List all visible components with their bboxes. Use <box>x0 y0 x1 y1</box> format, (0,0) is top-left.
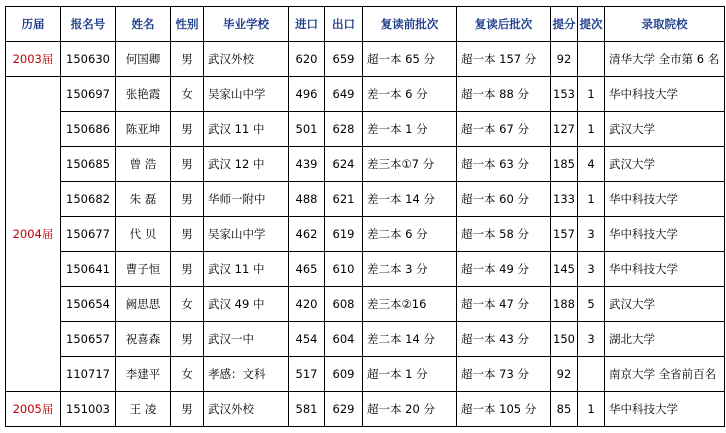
exit-score-cell: 624 <box>325 147 363 182</box>
table-row <box>6 392 725 427</box>
reg-no-cell: 150630 <box>61 42 116 77</box>
tier-up-cell: 1 <box>578 112 605 147</box>
name-cell: 何国卿 <box>116 42 171 77</box>
gain-cell: 188 <box>551 287 578 322</box>
college-cell: 华中科技大学 <box>605 392 725 427</box>
after-cell: 超一本 105 分 <box>457 392 551 427</box>
exit-score-cell: 610 <box>325 252 363 287</box>
exit-score-cell: 621 <box>325 182 363 217</box>
sex-cell: 男 <box>171 392 204 427</box>
entry-score-cell: 420 <box>289 287 325 322</box>
tier-up-cell: 1 <box>578 182 605 217</box>
exit-score-cell: 604 <box>325 322 363 357</box>
exit-score-cell: 609 <box>325 357 363 392</box>
school-cell: 吴家山中学 <box>204 217 289 252</box>
tier-up-cell: 3 <box>578 322 605 357</box>
exit-score-cell: 628 <box>325 112 363 147</box>
college-cell: 华中科技大学 <box>605 77 725 112</box>
reg-no-cell: 150686 <box>61 112 116 147</box>
school-cell: 武汉 49 中 <box>204 287 289 322</box>
before-cell: 差一本 6 分 <box>363 77 457 112</box>
after-cell: 超一本 88 分 <box>457 77 551 112</box>
reg-no-cell: 150682 <box>61 182 116 217</box>
name-cell: 代 贝 <box>116 217 171 252</box>
college-cell: 武汉大学 <box>605 147 725 182</box>
gain-cell: 127 <box>551 112 578 147</box>
before-cell: 差三本②16 <box>363 287 457 322</box>
college-cell: 武汉大学 <box>605 112 725 147</box>
table-row <box>6 147 725 182</box>
header-gain: 提分 <box>551 7 578 42</box>
table-body <box>6 42 725 427</box>
year-cell: 2005届 <box>6 392 61 427</box>
reg-no-cell: 150657 <box>61 322 116 357</box>
after-cell: 超一本 49 分 <box>457 252 551 287</box>
table-row <box>6 77 725 112</box>
college-cell: 南京大学 全省前百名 <box>605 357 725 392</box>
sex-cell: 男 <box>171 42 204 77</box>
entry-score-cell: 488 <box>289 182 325 217</box>
table-row <box>6 42 725 77</box>
before-cell: 差一本 14 分 <box>363 182 457 217</box>
entry-score-cell: 501 <box>289 112 325 147</box>
gain-cell: 85 <box>551 392 578 427</box>
before-cell: 差二本 14 分 <box>363 322 457 357</box>
name-cell: 曹子恒 <box>116 252 171 287</box>
after-cell: 超一本 67 分 <box>457 112 551 147</box>
tier-up-cell: 3 <box>578 217 605 252</box>
after-cell: 超一本 43 分 <box>457 322 551 357</box>
gain-cell: 145 <box>551 252 578 287</box>
after-cell: 超一本 157 分 <box>457 42 551 77</box>
before-cell: 超一本 1 分 <box>363 357 457 392</box>
after-cell: 超一本 63 分 <box>457 147 551 182</box>
before-cell: 差二本 6 分 <box>363 217 457 252</box>
gain-cell: 185 <box>551 147 578 182</box>
after-cell: 超一本 60 分 <box>457 182 551 217</box>
after-cell: 超一本 58 分 <box>457 217 551 252</box>
entry-score-cell: 620 <box>289 42 325 77</box>
sex-cell: 女 <box>171 77 204 112</box>
sex-cell: 男 <box>171 112 204 147</box>
sex-cell: 男 <box>171 182 204 217</box>
sex-cell: 女 <box>171 357 204 392</box>
school-cell: 武汉外校 <box>204 392 289 427</box>
header-tier-up: 提次 <box>578 7 605 42</box>
reg-no-cell: 150677 <box>61 217 116 252</box>
college-cell: 湖北大学 <box>605 322 725 357</box>
college-cell: 华中科技大学 <box>605 252 725 287</box>
tier-up-cell <box>578 357 605 392</box>
exit-score-cell: 608 <box>325 287 363 322</box>
tier-up-cell: 4 <box>578 147 605 182</box>
table-row <box>6 322 725 357</box>
header-before: 复读前批次 <box>363 7 457 42</box>
entry-score-cell: 496 <box>289 77 325 112</box>
gain-cell: 153 <box>551 77 578 112</box>
school-cell: 武汉一中 <box>204 322 289 357</box>
table-row <box>6 182 725 217</box>
header-entry-score: 进口 <box>289 7 325 42</box>
entry-score-cell: 454 <box>289 322 325 357</box>
school-cell: 武汉 11 中 <box>204 112 289 147</box>
gain-cell: 133 <box>551 182 578 217</box>
table-row <box>6 217 725 252</box>
name-cell: 朱 磊 <box>116 182 171 217</box>
before-cell: 差三本①7 分 <box>363 147 457 182</box>
name-cell: 阙思思 <box>116 287 171 322</box>
college-cell: 清华大学 全市第 6 名 <box>605 42 725 77</box>
header-year: 历届 <box>6 7 61 42</box>
sex-cell: 男 <box>171 322 204 357</box>
tier-up-cell: 1 <box>578 392 605 427</box>
after-cell: 超一本 47 分 <box>457 287 551 322</box>
reg-no-cell: 110717 <box>61 357 116 392</box>
sex-cell: 男 <box>171 147 204 182</box>
tier-up-cell: 5 <box>578 287 605 322</box>
entry-score-cell: 465 <box>289 252 325 287</box>
name-cell: 祝喜森 <box>116 322 171 357</box>
after-cell: 超一本 73 分 <box>457 357 551 392</box>
header-college: 录取院校 <box>605 7 725 42</box>
exit-score-cell: 629 <box>325 392 363 427</box>
table-row <box>6 357 725 392</box>
entry-score-cell: 439 <box>289 147 325 182</box>
before-cell: 超一本 65 分 <box>363 42 457 77</box>
school-cell: 孝感：文科 <box>204 357 289 392</box>
entry-score-cell: 581 <box>289 392 325 427</box>
table-row <box>6 112 725 147</box>
before-cell: 差二本 3 分 <box>363 252 457 287</box>
gain-cell: 92 <box>551 357 578 392</box>
header-exit-score: 出口 <box>325 7 363 42</box>
gain-cell: 157 <box>551 217 578 252</box>
tier-up-cell <box>578 42 605 77</box>
header-reg-no: 报名号 <box>61 7 116 42</box>
year-cell: 2003届 <box>6 42 61 77</box>
header-after: 复读后批次 <box>457 7 551 42</box>
college-cell: 华中科技大学 <box>605 182 725 217</box>
before-cell: 差一本 1 分 <box>363 112 457 147</box>
exit-score-cell: 649 <box>325 77 363 112</box>
header-sex: 性别 <box>171 7 204 42</box>
table-row <box>6 287 725 322</box>
year-cell: 2004届 <box>6 77 61 392</box>
entry-score-cell: 462 <box>289 217 325 252</box>
exit-score-cell: 659 <box>325 42 363 77</box>
school-cell: 武汉外校 <box>204 42 289 77</box>
sex-cell: 女 <box>171 287 204 322</box>
name-cell: 陈亚坤 <box>116 112 171 147</box>
gain-cell: 150 <box>551 322 578 357</box>
admission-results-table <box>5 6 725 427</box>
header-school: 毕业学校 <box>204 7 289 42</box>
entry-score-cell: 517 <box>289 357 325 392</box>
reg-no-cell: 150641 <box>61 252 116 287</box>
school-cell: 吴家山中学 <box>204 77 289 112</box>
tier-up-cell: 3 <box>578 252 605 287</box>
sex-cell: 男 <box>171 217 204 252</box>
name-cell: 张艳霞 <box>116 77 171 112</box>
school-cell: 武汉 12 中 <box>204 147 289 182</box>
school-cell: 武汉 11 中 <box>204 252 289 287</box>
name-cell: 王 凌 <box>116 392 171 427</box>
table-row <box>6 252 725 287</box>
gain-cell: 92 <box>551 42 578 77</box>
before-cell: 超一本 20 分 <box>363 392 457 427</box>
reg-no-cell: 150685 <box>61 147 116 182</box>
reg-no-cell: 150697 <box>61 77 116 112</box>
reg-no-cell: 151003 <box>61 392 116 427</box>
header-row <box>6 7 725 42</box>
tier-up-cell: 1 <box>578 77 605 112</box>
sex-cell: 男 <box>171 252 204 287</box>
college-cell: 华中科技大学 <box>605 217 725 252</box>
school-cell: 华师一附中 <box>204 182 289 217</box>
college-cell: 武汉大学 <box>605 287 725 322</box>
name-cell: 李建平 <box>116 357 171 392</box>
reg-no-cell: 150654 <box>61 287 116 322</box>
header-name: 姓名 <box>116 7 171 42</box>
exit-score-cell: 619 <box>325 217 363 252</box>
name-cell: 曾 浩 <box>116 147 171 182</box>
